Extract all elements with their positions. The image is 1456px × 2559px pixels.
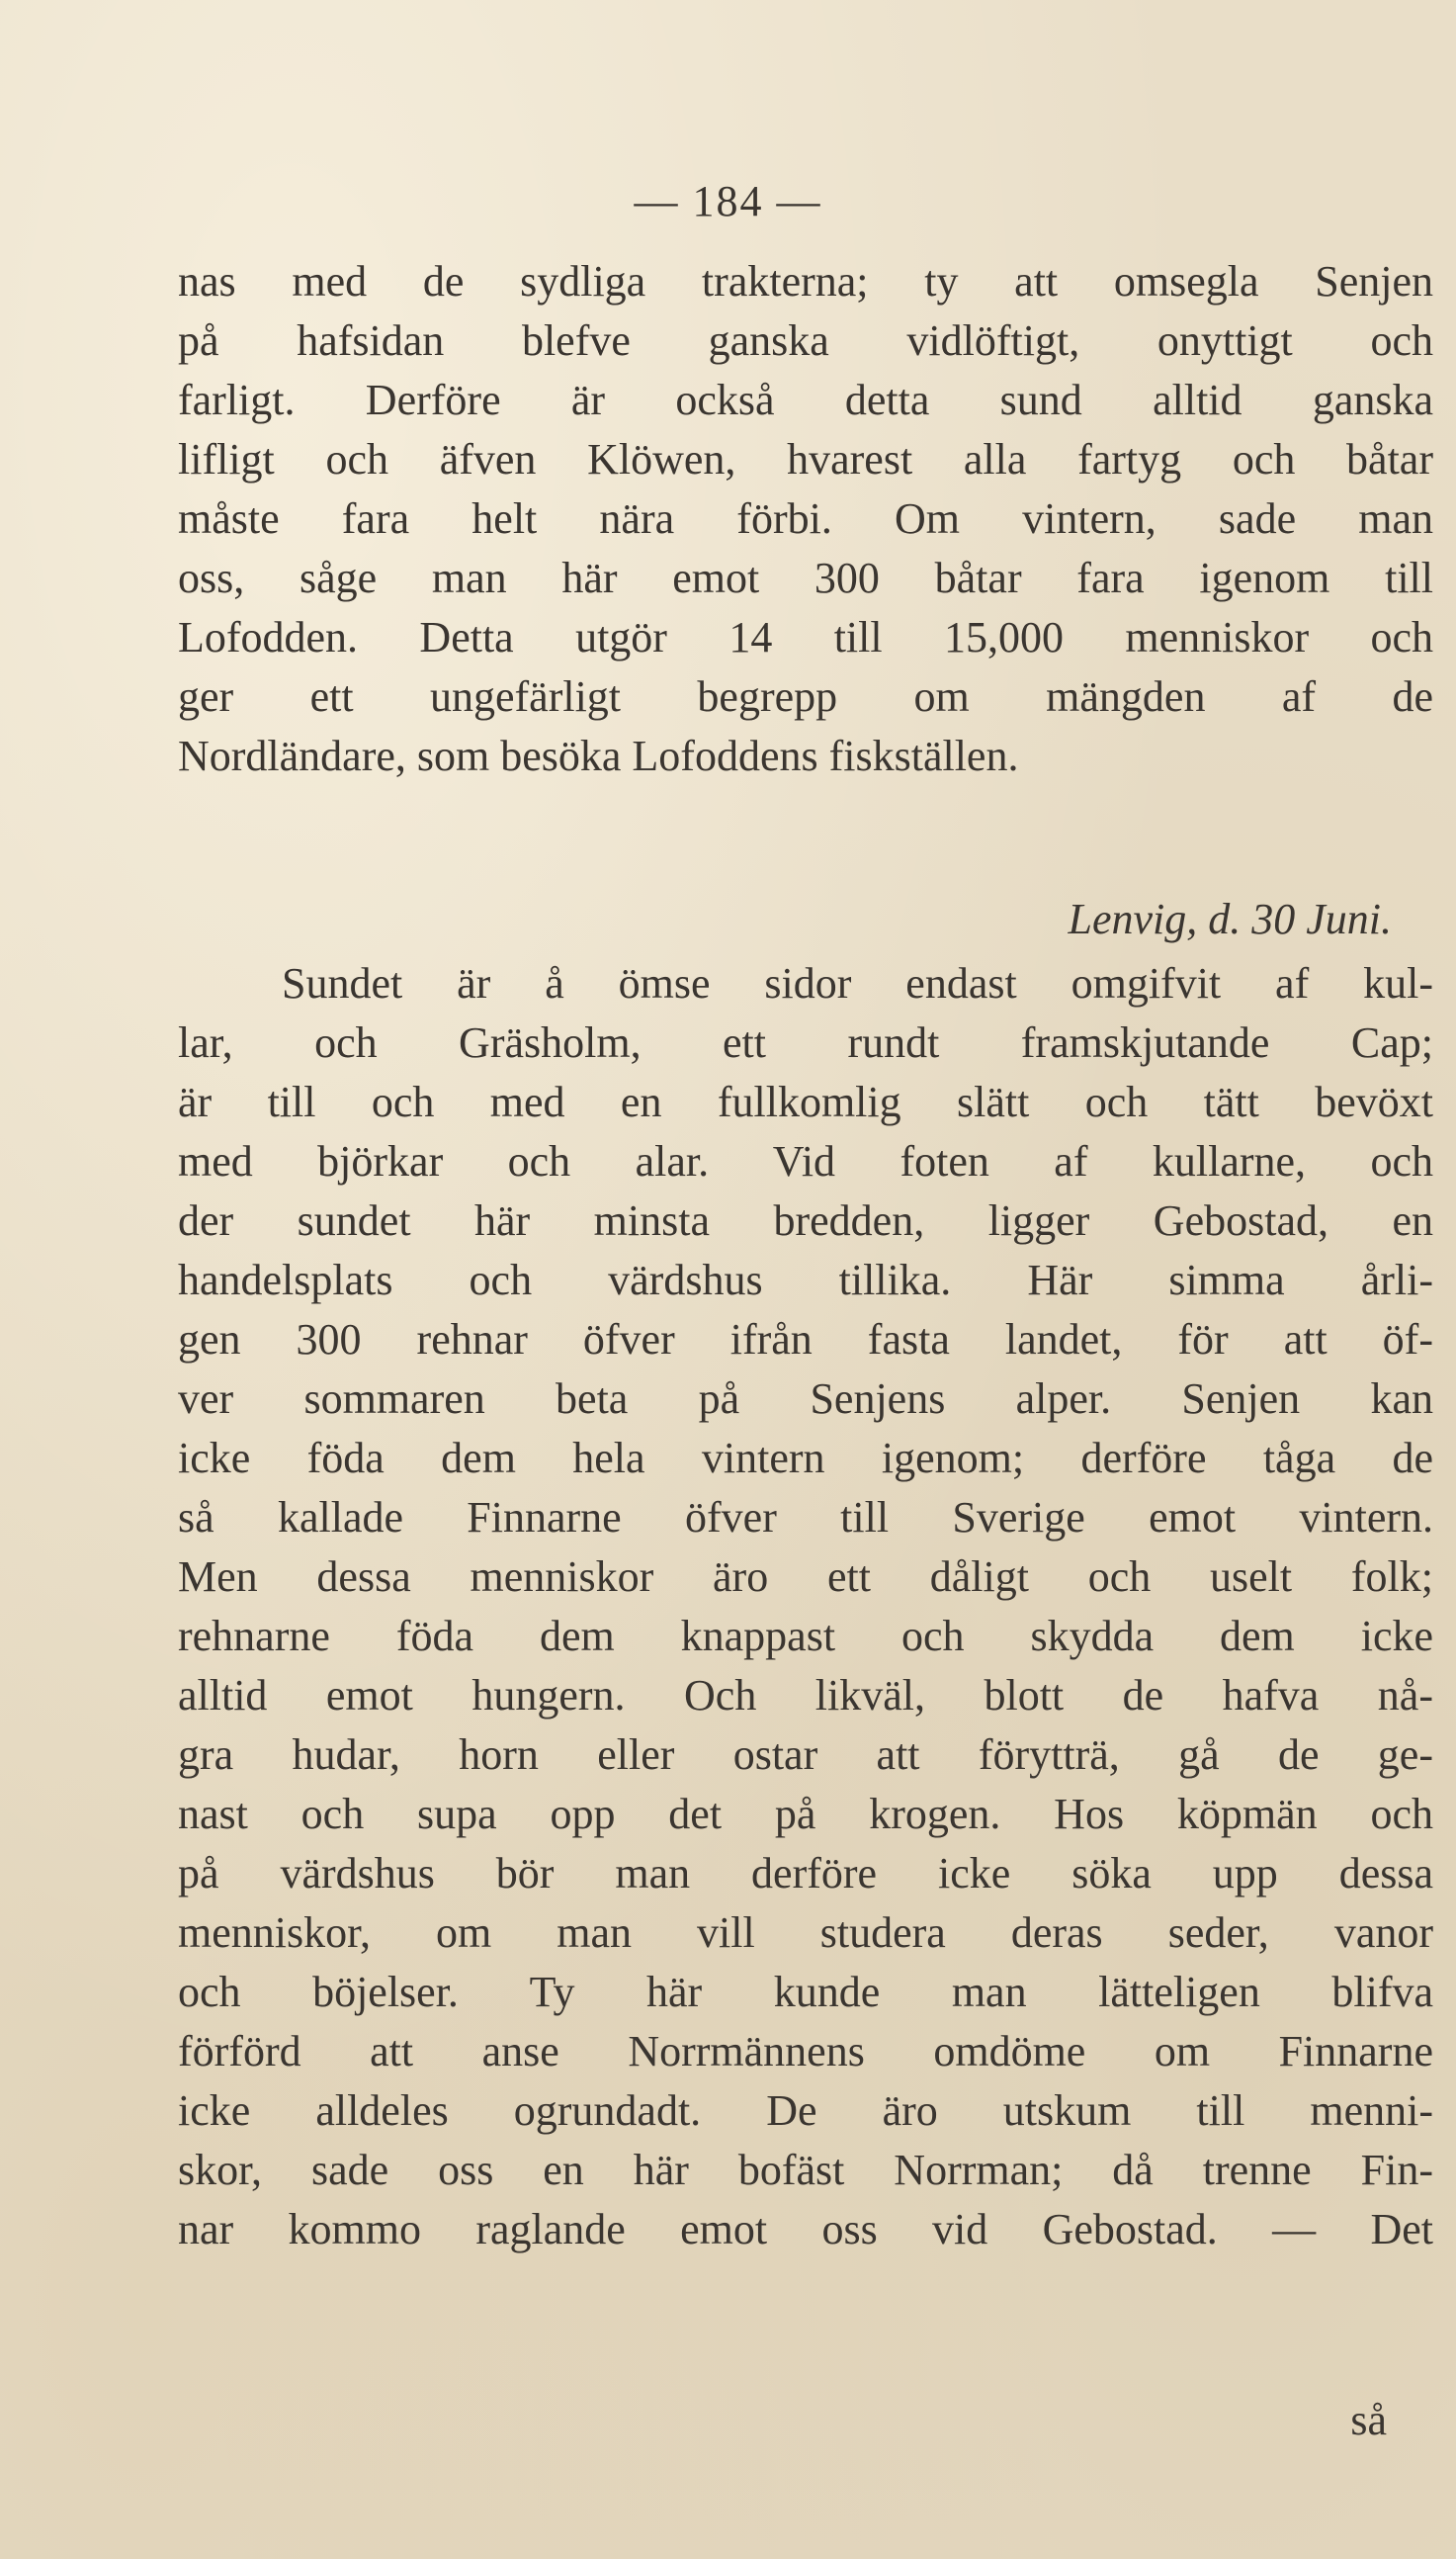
text-line: lifligt och äfven Klöwen, hvarest alla fartyg och båtar — [178, 435, 1433, 484]
text-line: måste fara helt nära förbi. Om vintern, sade man — [178, 494, 1433, 543]
text-line: icke föda dem hela vintern igenom; derföre tåga de — [178, 1434, 1433, 1482]
text-line: Men dessa menniskor äro ett dåligt och uselt folk; — [178, 1552, 1433, 1601]
text-line: gen 300 rehnar öfver ifrån fasta landet, för att öf- — [178, 1315, 1433, 1364]
text-line: rehnarne föda dem knappast och skydda dem icke — [178, 1612, 1433, 1660]
paragraph-2 — [178, 954, 1433, 2259]
page-number: — 184 — — [634, 177, 822, 225]
text-line: nas med de sydliga trakterna; ty att omsegla Senjen — [178, 257, 1433, 306]
text-line: förförd att anse Norrmännens omdöme om Finnarne — [178, 2027, 1433, 2075]
text-line: nar kommo raglande emot oss vid Gebostad. — Det — [178, 2205, 1433, 2253]
text-line: så kallade Finnarne öfver till Sverige emot vintern. — [178, 1493, 1433, 1542]
text-line: Sundet är å ömse sidor endast omgifvit af kul- — [282, 959, 1433, 1008]
text-line: menniskor, om man vill studera deras seder, vanor — [178, 1908, 1433, 1957]
text-line: och böjelser. Ty här kunde man lätteligen blifva — [178, 1968, 1433, 2016]
text-line: handelsplats och värdshus tillika. Här simma årli- — [178, 1256, 1433, 1304]
text-line: Lofodden. Detta utgör 14 till 15,000 menniskor och — [178, 613, 1433, 662]
text-line: icke alldeles ogrundadt. De äro utskum till menni- — [178, 2086, 1433, 2135]
catchword: så — [1350, 2396, 1387, 2444]
text-line: lar, och Gräsholm, ett rundt framskjutande Cap; — [178, 1018, 1433, 1067]
text-line: alltid emot hungern. Och likväl, blott de hafva nå- — [178, 1671, 1433, 1720]
dateline: Lenvig, d. 30 Juni. — [1068, 895, 1392, 943]
text-line: farligt. Derföre är också detta sund alltid ganska — [178, 376, 1433, 424]
text-line: gra hudar, horn eller ostar att förytträ, gå de ge- — [178, 1730, 1433, 1779]
text-line: ver sommaren beta på Senjens alper. Senjen kan — [178, 1374, 1433, 1423]
paragraph-1 — [178, 252, 1433, 786]
text-line: Nordländare, som besöka Lofoddens fiskställen. — [178, 732, 1019, 780]
text-line: på värdshus bör man derföre icke söka upp dessa — [178, 1849, 1433, 1897]
text-line: nast och supa opp det på krogen. Hos köpmän och — [178, 1790, 1433, 1838]
text-line: oss, såge man här emot 300 båtar fara igenom till — [178, 554, 1433, 602]
text-line: der sundet här minsta bredden, ligger Gebostad, en — [178, 1196, 1433, 1245]
text-line: på hafsidan blefve ganska vidlöftigt, onyttigt och — [178, 316, 1433, 365]
text-line: ger ett ungefärligt begrepp om mängden af de — [178, 672, 1433, 721]
text-line: skor, sade oss en här bofäst Norrman; då trenne Fin- — [178, 2146, 1433, 2194]
text-line: är till och med en fullkomlig slätt och tätt bevöxt — [178, 1078, 1433, 1126]
text-line: med björkar och alar. Vid foten af kullarne, och — [178, 1137, 1433, 1186]
